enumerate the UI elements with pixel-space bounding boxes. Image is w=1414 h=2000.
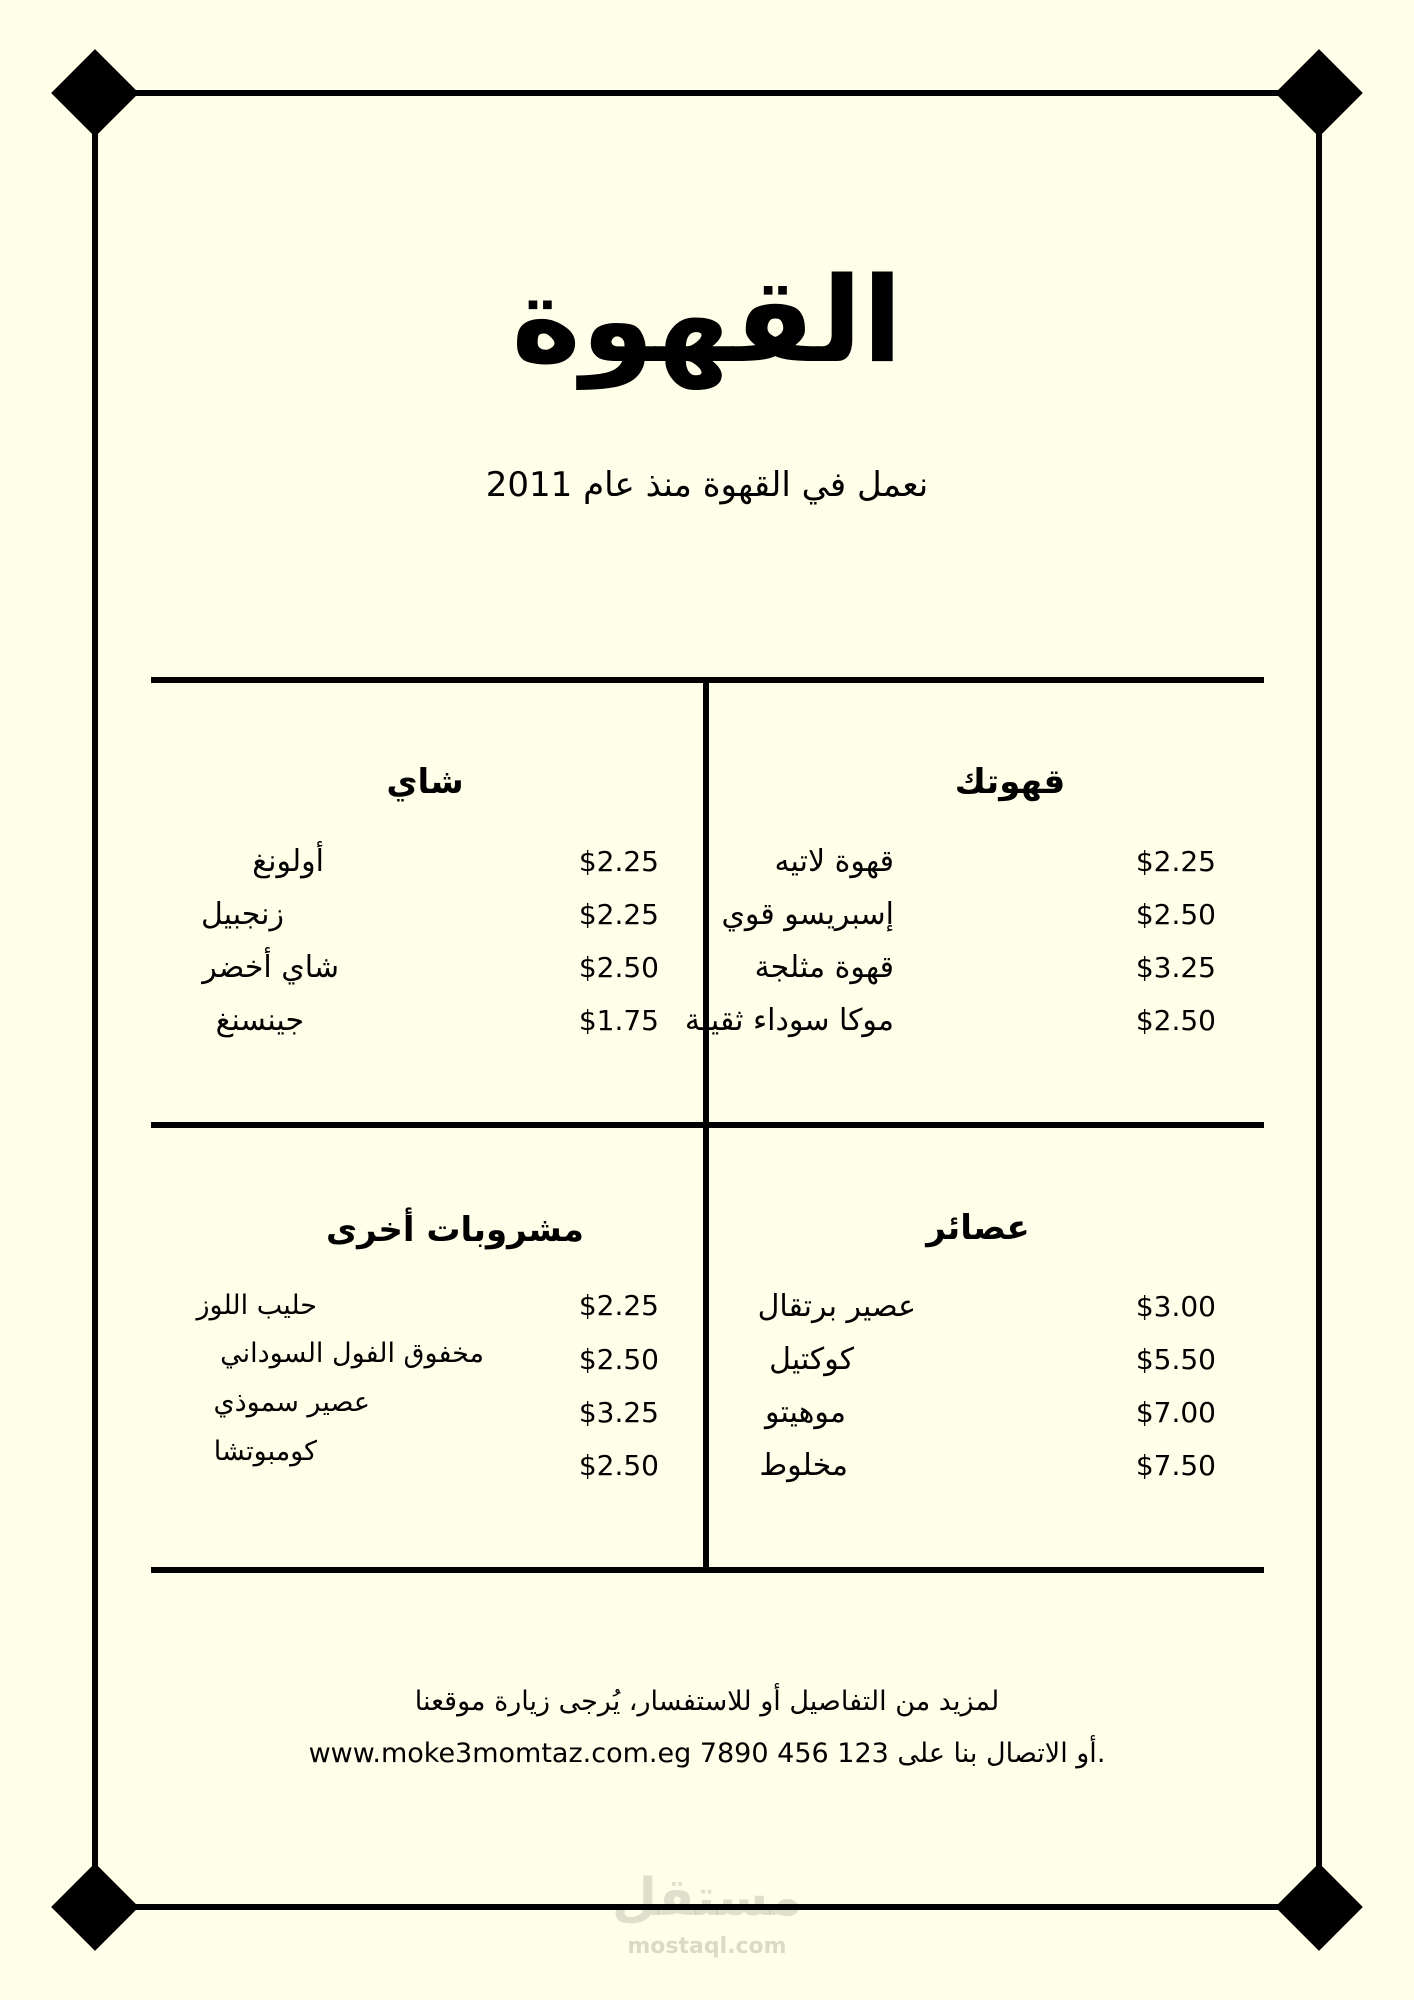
section-heading: قهوتك xyxy=(954,762,1066,802)
footer-line-1: لمزيد من التفاصيل أو للاستفسار، يُرجى زيارة موقعنا xyxy=(414,1686,1000,1717)
menu-item-price: $3.25 xyxy=(1135,951,1216,984)
menu-item-price: $2.50 xyxy=(1135,898,1216,931)
menu-item-price: $2.50 xyxy=(1135,1004,1216,1037)
frame-top-border xyxy=(95,90,1319,96)
menu-item-price: $2.25 xyxy=(1135,845,1216,878)
menu-item-price: $2.25 xyxy=(578,898,659,931)
menu-subtitle: نعمل في القهوة منذ عام 2011 xyxy=(485,465,929,505)
menu-item-name: عصير سموذي xyxy=(213,1387,370,1418)
menu-item-price: $2.25 xyxy=(578,1289,659,1322)
menu-item-price: $2.50 xyxy=(578,951,659,984)
menu-item-name: مخفوق الفول السوداني xyxy=(220,1338,484,1369)
menu-item-price: $2.50 xyxy=(578,1449,659,1482)
menu-item-price: $7.50 xyxy=(1135,1449,1216,1482)
corner-diamond-bottom-right xyxy=(1275,1863,1363,1951)
menu-item-name: موهيتو xyxy=(765,1395,846,1430)
section-heading: شاي xyxy=(386,762,464,802)
section-heading: عصائر xyxy=(926,1208,1030,1248)
menu-item-name: جينسنغ xyxy=(215,1003,304,1038)
menu-item-name: قهوة مثلجة xyxy=(754,950,894,985)
corner-diamond-top-right xyxy=(1275,49,1363,137)
watermark-logo: مستقل xyxy=(611,1868,803,1928)
menu-item-name: شاي أخضر xyxy=(202,950,339,985)
menu-item-name: قهوة لاتيه xyxy=(774,844,894,879)
corner-diamond-bottom-left xyxy=(51,1863,139,1951)
menu-item-name: حليب اللوز xyxy=(196,1290,317,1321)
menu-item-name: زنجبيل xyxy=(200,897,284,932)
footer-line-2: www.moke3momtaz.com.eg أو الاتصال بنا على 123 456 7890. xyxy=(308,1738,1106,1769)
corner-diamond-top-left xyxy=(51,49,139,137)
menu-item-name: كوكتيل xyxy=(769,1342,854,1377)
menu-item-name: مخلوط xyxy=(759,1448,848,1483)
watermark-url: mostaql.com xyxy=(627,1934,787,1959)
menu-item-name: موكا سوداء ثقيلة xyxy=(684,1003,894,1038)
menu-item-name: أولونغ xyxy=(252,844,324,879)
menu-item-price: $5.50 xyxy=(1135,1343,1216,1376)
grid-vertical-divider xyxy=(703,680,709,1570)
menu-item-price: $3.25 xyxy=(578,1396,659,1429)
menu-item-price: $2.25 xyxy=(578,845,659,878)
menu-title: القهوة xyxy=(511,251,903,389)
section-heading: مشروبات أخرى xyxy=(326,1210,584,1250)
menu-item-price: $7.00 xyxy=(1135,1396,1216,1429)
menu-item-price: $1.75 xyxy=(578,1004,659,1037)
menu-item-price: $3.00 xyxy=(1135,1290,1216,1323)
menu-item-price: $2.50 xyxy=(578,1343,659,1376)
menu-item-name: كومبوتشا xyxy=(213,1436,317,1467)
menu-item-name: إسبريسو قوي xyxy=(721,897,894,932)
menu-item-name: عصير برتقال xyxy=(757,1289,916,1324)
